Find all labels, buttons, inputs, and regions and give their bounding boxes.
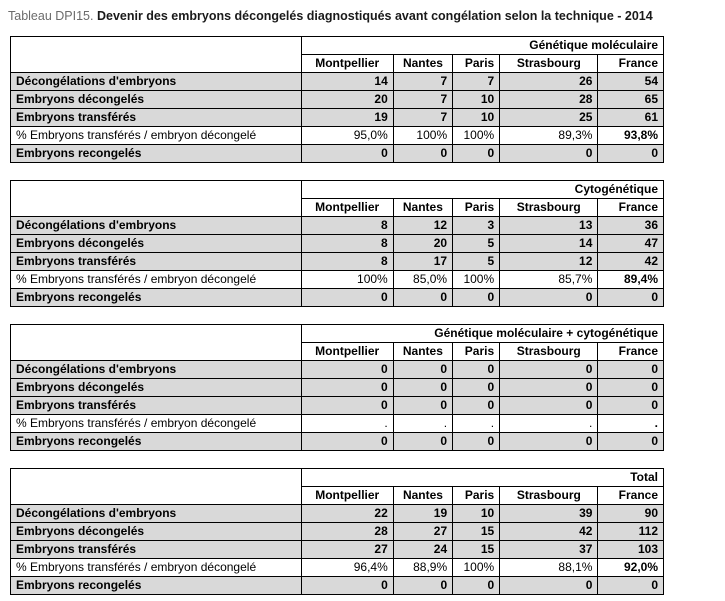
embryons-decongeles-row	[11, 523, 664, 541]
pct-transferes-row	[11, 271, 664, 289]
column-header: Nantes	[393, 487, 452, 505]
table-cell: 7	[393, 109, 452, 127]
table-cell: 14	[500, 235, 598, 253]
table-cell: 37	[500, 541, 598, 559]
row-label: Embryons décongelés	[11, 91, 302, 109]
column-header-row	[11, 343, 664, 361]
table-cell: 27	[393, 523, 452, 541]
table-cell: 10	[453, 91, 500, 109]
table-cell: 17	[393, 253, 452, 271]
table-heading-row	[11, 37, 664, 55]
table-cell: 0	[301, 433, 393, 451]
table-cell: 61	[598, 109, 664, 127]
row-label: Décongélations d'embryons	[11, 73, 302, 91]
empty-cell	[11, 325, 302, 343]
data-table-combined	[10, 324, 664, 451]
embryons-decongeles-row	[11, 91, 664, 109]
table-cell: 36	[598, 217, 664, 235]
column-header-row	[11, 55, 664, 73]
column-header: Nantes	[393, 199, 452, 217]
empty-cell	[11, 181, 302, 199]
table-cell: 3	[453, 217, 500, 235]
table-cell: 54	[598, 73, 664, 91]
column-header: Strasbourg	[500, 343, 598, 361]
table-cell: 5	[453, 235, 500, 253]
embryons-transferes-row	[11, 541, 664, 559]
table-cell: .	[453, 415, 500, 433]
table-cell: 0	[598, 397, 664, 415]
table-cell: .	[598, 415, 664, 433]
row-label: Embryons décongelés	[11, 523, 302, 541]
pct-transferes-row	[11, 127, 664, 145]
table-cell: 7	[393, 91, 452, 109]
table-cell: 100%	[393, 127, 452, 145]
empty-cell	[11, 55, 302, 73]
table-cell: .	[393, 415, 452, 433]
row-label: Embryons recongelés	[11, 289, 302, 307]
table-number: Tableau DPI15.	[8, 9, 94, 23]
table-cell: 12	[393, 217, 452, 235]
table-cell: 0	[500, 361, 598, 379]
embryons-transferes-row	[11, 109, 664, 127]
table-cell: 0	[453, 145, 500, 163]
table-cell: .	[500, 415, 598, 433]
table-cell: 8	[301, 235, 393, 253]
decongelations-row	[11, 73, 664, 91]
table-cell: 96,4%	[301, 559, 393, 577]
table-cell: 0	[393, 379, 452, 397]
table-cell: 8	[301, 217, 393, 235]
row-label: Décongélations d'embryons	[11, 217, 302, 235]
table-cell: 39	[500, 505, 598, 523]
embryons-transferes-row	[11, 253, 664, 271]
table-cell: 0	[500, 397, 598, 415]
pct-transferes-row	[11, 559, 664, 577]
table-cell: 0	[500, 577, 598, 595]
table-cell: 0	[500, 289, 598, 307]
table-cell: 100%	[453, 127, 500, 145]
table-cell: 0	[598, 361, 664, 379]
table-cell: .	[301, 415, 393, 433]
table-cell: 89,3%	[500, 127, 598, 145]
row-label: Embryons transférés	[11, 253, 302, 271]
empty-cell	[11, 37, 302, 55]
column-header: Montpellier	[301, 487, 393, 505]
column-header: France	[598, 487, 664, 505]
table-cell: 0	[453, 361, 500, 379]
table-heading: Génétique moléculaire	[301, 37, 663, 55]
table-cell: 100%	[301, 271, 393, 289]
embryons-transferes-row	[11, 397, 664, 415]
table-cell: 0	[453, 577, 500, 595]
table-cell: 7	[453, 73, 500, 91]
table-cell: 15	[453, 541, 500, 559]
column-header: Strasbourg	[500, 55, 598, 73]
table-cell: 0	[500, 379, 598, 397]
row-label: Décongélations d'embryons	[11, 505, 302, 523]
table-cell: 28	[500, 91, 598, 109]
table-cell: 25	[500, 109, 598, 127]
decongelations-row	[11, 361, 664, 379]
column-header: Paris	[453, 343, 500, 361]
empty-cell	[11, 469, 302, 487]
table-cell: 103	[598, 541, 664, 559]
table-cell: 93,8%	[598, 127, 664, 145]
table-cell: 95,0%	[301, 127, 393, 145]
decongelations-row	[11, 505, 664, 523]
table-heading-row	[11, 469, 664, 487]
table-heading-row	[11, 181, 664, 199]
table-cell: 0	[393, 361, 452, 379]
embryons-recongeles-row	[11, 145, 664, 163]
row-label: Embryons décongelés	[11, 235, 302, 253]
row-label: Embryons transférés	[11, 397, 302, 415]
table-cell: 88,1%	[500, 559, 598, 577]
column-header: Strasbourg	[500, 199, 598, 217]
row-label: Embryons transférés	[11, 541, 302, 559]
embryons-decongeles-row	[11, 235, 664, 253]
table-caption: Devenir des embryons décongelés diagnostiqués avant congélation selon la technique - 2014	[96, 9, 653, 23]
table-cell: 26	[500, 73, 598, 91]
table-cell: 85,0%	[393, 271, 452, 289]
table-cell: 12	[500, 253, 598, 271]
table-cell: 0	[453, 433, 500, 451]
table-cell: 112	[598, 523, 664, 541]
row-label: % Embryons transférés / embryon décongelé	[11, 559, 302, 577]
row-label: % Embryons transférés / embryon décongelé	[11, 415, 302, 433]
embryons-decongeles-row	[11, 379, 664, 397]
table-cell: 20	[393, 235, 452, 253]
table-cell: 20	[301, 91, 393, 109]
column-header: Strasbourg	[500, 487, 598, 505]
table-cell: 14	[301, 73, 393, 91]
column-header: France	[598, 199, 664, 217]
table-cell: 8	[301, 253, 393, 271]
table-cell: 0	[453, 397, 500, 415]
table-cell: 42	[500, 523, 598, 541]
table-cell: 100%	[453, 271, 500, 289]
table-cell: 0	[301, 397, 393, 415]
table-cell: 88,9%	[393, 559, 452, 577]
column-header-row	[11, 199, 664, 217]
row-label: % Embryons transférés / embryon décongelé	[11, 271, 302, 289]
data-table-cytogenetique	[10, 180, 664, 307]
table-cell: 0	[393, 577, 452, 595]
empty-cell	[11, 199, 302, 217]
table-cell: 0	[598, 289, 664, 307]
table-cell: 89,4%	[598, 271, 664, 289]
column-header: Montpellier	[301, 343, 393, 361]
table-cell: 28	[301, 523, 393, 541]
column-header: France	[598, 55, 664, 73]
row-label: Embryons transférés	[11, 109, 302, 127]
table-cell: 5	[453, 253, 500, 271]
embryons-recongeles-row	[11, 289, 664, 307]
table-title	[8, 8, 653, 24]
table-cell: 100%	[453, 559, 500, 577]
table-cell: 10	[453, 109, 500, 127]
table-cell: 0	[301, 577, 393, 595]
table-cell: 0	[598, 433, 664, 451]
table-cell: 0	[598, 577, 664, 595]
table-cell: 0	[301, 145, 393, 163]
table-cell: 0	[598, 379, 664, 397]
table-cell: 0	[301, 379, 393, 397]
column-header: Montpellier	[301, 199, 393, 217]
table-cell: 13	[500, 217, 598, 235]
column-header-row	[11, 487, 664, 505]
pct-transferes-row	[11, 415, 664, 433]
embryons-recongeles-row	[11, 433, 664, 451]
row-label: Embryons décongelés	[11, 379, 302, 397]
table-cell: 0	[393, 145, 452, 163]
table-cell: 15	[453, 523, 500, 541]
column-header: France	[598, 343, 664, 361]
table-cell: 85,7%	[500, 271, 598, 289]
row-label: % Embryons transférés / embryon décongelé	[11, 127, 302, 145]
row-label: Décongélations d'embryons	[11, 361, 302, 379]
table-cell: 10	[453, 505, 500, 523]
empty-cell	[11, 343, 302, 361]
empty-cell	[11, 487, 302, 505]
data-table-genetique-moleculaire	[10, 36, 664, 163]
table-cell: 27	[301, 541, 393, 559]
table-heading-row	[11, 325, 664, 343]
table-cell: 0	[301, 289, 393, 307]
data-table-total	[10, 468, 664, 595]
table-cell: 19	[393, 505, 452, 523]
decongelations-row	[11, 217, 664, 235]
column-header: Paris	[453, 199, 500, 217]
column-header: Nantes	[393, 55, 452, 73]
table-cell: 0	[453, 289, 500, 307]
table-heading: Génétique moléculaire + cytogénétique	[301, 325, 663, 343]
table-cell: 0	[500, 145, 598, 163]
table-heading: Cytogénétique	[301, 181, 663, 199]
table-cell: 22	[301, 505, 393, 523]
table-cell: 92,0%	[598, 559, 664, 577]
table-cell: 47	[598, 235, 664, 253]
table-heading: Total	[301, 469, 663, 487]
row-label: Embryons recongelés	[11, 433, 302, 451]
column-header: Paris	[453, 55, 500, 73]
table-cell: 0	[393, 289, 452, 307]
embryons-recongeles-row	[11, 577, 664, 595]
table-cell: 42	[598, 253, 664, 271]
table-cell: 65	[598, 91, 664, 109]
column-header: Nantes	[393, 343, 452, 361]
table-cell: 0	[453, 379, 500, 397]
table-cell: 24	[393, 541, 452, 559]
table-cell: 7	[393, 73, 452, 91]
table-cell: 0	[393, 397, 452, 415]
table-cell: 90	[598, 505, 664, 523]
table-cell: 0	[301, 361, 393, 379]
row-label: Embryons recongelés	[11, 577, 302, 595]
table-cell: 0	[393, 433, 452, 451]
table-cell: 19	[301, 109, 393, 127]
table-cell: 0	[598, 145, 664, 163]
table-cell: 0	[500, 433, 598, 451]
row-label: Embryons recongelés	[11, 145, 302, 163]
column-header: Paris	[453, 487, 500, 505]
column-header: Montpellier	[301, 55, 393, 73]
